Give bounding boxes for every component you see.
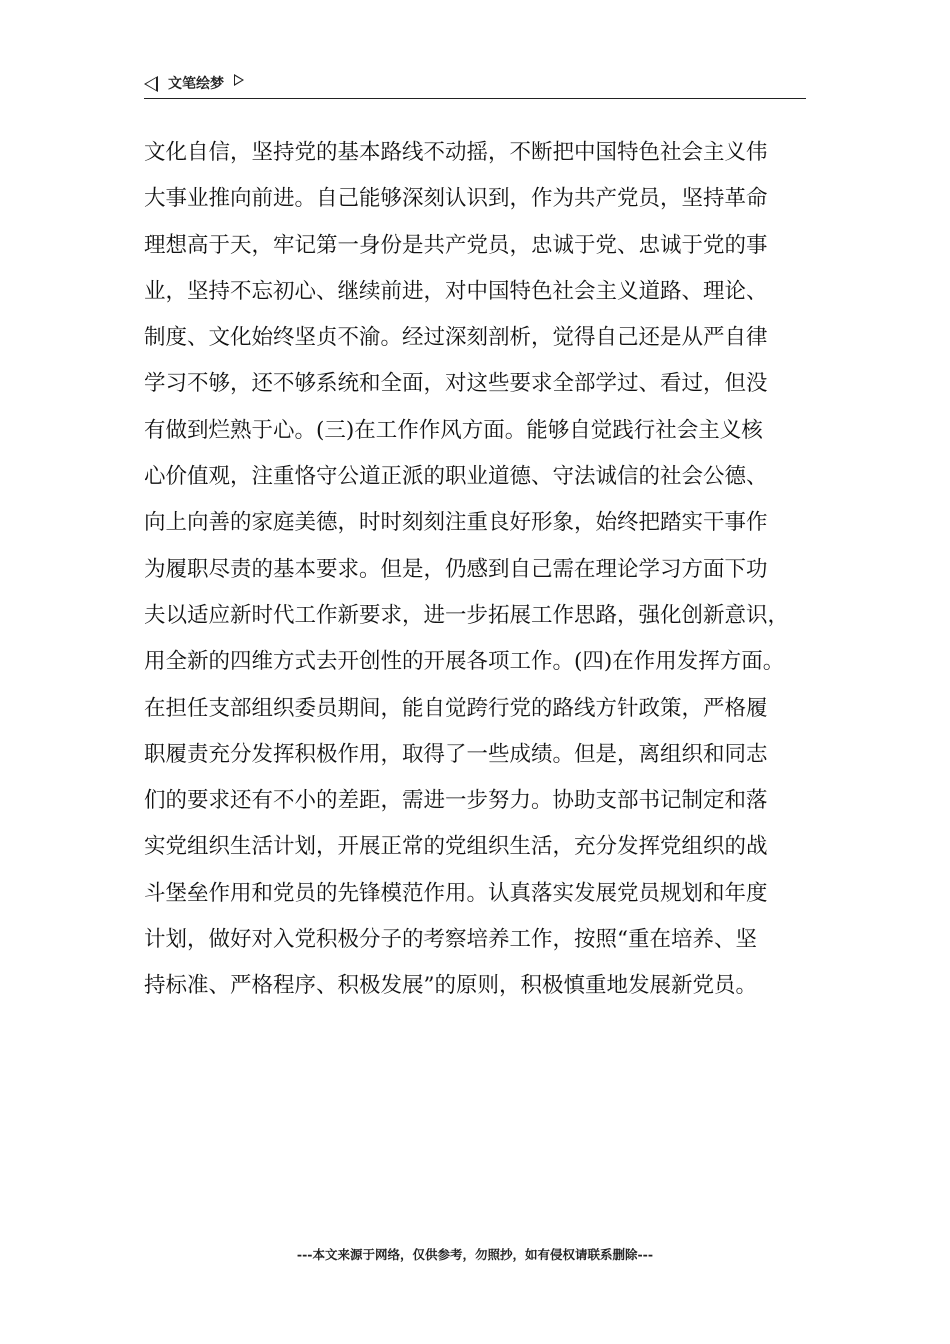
document-body	[144, 134, 824, 1014]
body-line: 大事业推向前进。自己能够深刻认识到，作为共产党员，坚持革命	[144, 186, 768, 212]
body-line: 理想高于天，牢记第一身份是共产党员，忠诚于党、忠诚于党的事	[144, 232, 768, 258]
body-line: 在担任支部组织委员期间，能自觉跨行党的路线方针政策，严格履	[144, 695, 768, 721]
body-line: 为履职尽责的基本要求。但是，仍感到自己需在理论学习方面下功	[144, 556, 768, 582]
body-line: 制度、文化始终坚贞不渝。经过深刻剖析，觉得自己还是从严自律	[144, 325, 768, 351]
body-line: 实党组织生活计划，开展正常的党组织生活，充分发挥党组织的战	[144, 834, 768, 860]
body-line: 用全新的四维方式去开创性的开展各项工作。(四)在作用发挥方面。	[144, 649, 785, 675]
body-line: 斗堡垒作用和党员的先锋模范作用。认真落实发展党员规划和年度	[144, 880, 768, 906]
footer-disclaimer: ---本文来源于网络，仅供参考，勿照抄，如有侵权请联系删除---	[296, 1247, 654, 1262]
body-line: 有做到烂熟于心。(三)在工作作风方面。能够自觉践行社会主义核	[144, 417, 763, 443]
right-triangle-icon	[234, 74, 244, 86]
body-line: 职履责充分发挥积极作用，取得了一些成绩。但是，离组织和同志	[144, 741, 768, 767]
body-line: 业，坚持不忘初心、继续前进，对中国特色社会主义道路、理论、	[144, 278, 768, 304]
body-line: 学习不够，还不够系统和全面，对这些要求全部学过、看过，但没	[144, 371, 768, 397]
body-line: 持标准、严格程序、积极发展”的原则，积极慎重地发展新党员。	[144, 973, 757, 999]
brand-title: 文笔绘梦	[168, 76, 224, 92]
body-line: 向上向善的家庭美德，时时刻刻注重良好形象，始终把踏实干事作	[144, 510, 768, 536]
left-triangle-icon	[144, 76, 158, 92]
body-line: 夫以适应新时代工作新要求，进一步拓展工作思路，强化创新意识，	[144, 602, 790, 628]
body-line: 心价值观，注重恪守公道正派的职业道德、守法诚信的社会公德、	[144, 464, 768, 490]
body-line: 文化自信，坚持党的基本路线不动摇，不断把中国特色社会主义伟	[144, 140, 768, 165]
body-line: 们的要求还有不小的差距，需进一步努力。协助支部书记制定和落	[144, 788, 768, 814]
body-line: 计划，做好对入党积极分子的考察培养工作，按照“重在培养、坚	[144, 927, 757, 953]
page-header	[144, 70, 806, 99]
